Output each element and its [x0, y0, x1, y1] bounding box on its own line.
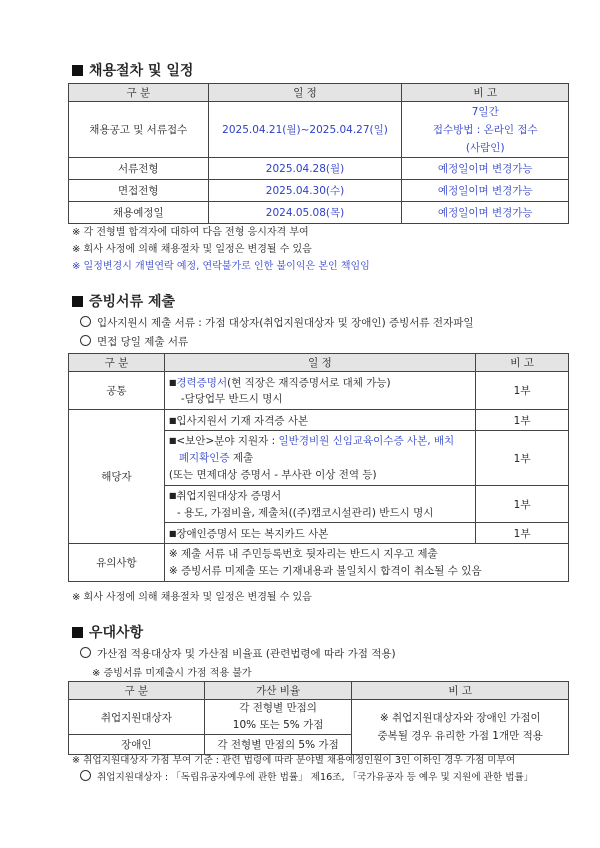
bullet-item: [80, 315, 474, 330]
table-row: [69, 544, 569, 582]
row-label: 해당자: [69, 410, 165, 544]
table-row: [69, 202, 569, 224]
row-label: 면접전형: [69, 180, 209, 202]
section-title-text: 우대사항: [89, 625, 144, 641]
row-remark: [352, 700, 569, 755]
row-date: 2025.04.21(월)~2025.04.27(일): [208, 102, 402, 158]
row-label: 장애인: [69, 735, 205, 755]
header-category: 구 분: [69, 354, 165, 372]
remark-line: ※ 취업지원대상자와 장애인 가점이: [379, 712, 541, 724]
header-rate: 가산 비율: [204, 682, 352, 700]
header-category: 구 분: [69, 84, 209, 102]
row-label: 유의사항: [69, 544, 165, 582]
row-count: 1부: [476, 372, 569, 410]
row-date: 2024.05.08(목): [208, 202, 402, 224]
preference-table: [68, 681, 569, 755]
rate-line: 각 전형별 만점의: [239, 702, 317, 714]
remark-line: 7일간: [471, 105, 499, 118]
preference-note: ※ 취업지원대상자 가점 부여 기준 : 관련 법령에 따라 분야별 채용예정인원이 3인 이하인 경우 가점 미부여: [72, 755, 516, 766]
table-row: [69, 180, 569, 202]
table-row: [69, 158, 569, 180]
row-rate: [204, 700, 352, 735]
row-count: 1부: [476, 523, 569, 544]
item-highlight: 일반경비원 신임교육이수증 사본, 배치: [278, 435, 455, 447]
item-text: (현 직장은 재직증명서로 대체 가능): [227, 376, 391, 389]
table-header-row: [69, 84, 569, 102]
row-item: ■장애인증명서 또는 복지카드 사본: [164, 523, 475, 544]
item-text: 취업지원대상자 증명서: [176, 489, 282, 502]
table-row: [69, 700, 569, 735]
row-item: [164, 486, 475, 523]
square-bullet-icon: [72, 65, 83, 76]
item-text: 제출: [229, 452, 254, 464]
documents-note: ※ 회사 사정에 의해 채용절차 및 일정은 변경될 수 있음: [72, 592, 312, 603]
row-count: 1부: [476, 486, 569, 523]
row-label: 취업지원대상자: [69, 700, 205, 735]
row-label: 공통: [69, 372, 165, 410]
remark-line: 접수방법 : 온라인 접수: [432, 123, 538, 136]
row-label: 채용예정일: [69, 202, 209, 224]
bullet-item: [80, 646, 396, 661]
caution-line: ※ 제출 서류 내 주민등록번호 뒷자리는 반드시 지우고 제출: [168, 547, 438, 560]
item-subtext: - 용도, 가점비율, 제출처((주)캠코시설관리) 반드시 명시: [176, 506, 434, 519]
table-row: [69, 410, 569, 431]
row-date: 2025.04.30(수): [208, 180, 402, 202]
row-label: 서류전형: [69, 158, 209, 180]
row-label: 채용공고 및 서류접수: [69, 102, 209, 158]
section-title-text: 채용절차 및 일정: [89, 63, 194, 79]
row-date: 2025.04.28(월): [208, 158, 402, 180]
bullet-text: 입사지원시 제출 서류 : 가점 대상자(취업지원대상자 및 장애인) 증빙서류 전자파일: [97, 317, 474, 329]
section-title-text: 증빙서류 제출: [89, 294, 176, 310]
circle-bullet-icon: [80, 770, 91, 781]
section-title-preference: [72, 622, 143, 642]
item-line: ■경력증명서(현 직장은 재직증명서로 대체 가능): [168, 376, 391, 389]
row-rate: 각 전형별 만점의 5% 가점: [204, 735, 352, 755]
remark-line: 중복될 경우 유리한 가점 1개만 적용: [377, 730, 543, 742]
bullet-text: 면접 당일 제출 서류: [97, 336, 189, 348]
item-subtext: -담당업무 반드시 명시: [180, 392, 283, 405]
row-item: [164, 431, 475, 486]
schedule-note: ※ 회사 사정에 의해 채용절차 및 일정은 변경될 수 있음: [72, 244, 312, 255]
header-schedule: 일 정: [208, 84, 402, 102]
schedule-note: ※ 각 전형별 합격자에 대하여 다음 전형 응시자격 부여: [72, 227, 309, 238]
circle-bullet-icon: [80, 316, 91, 327]
row-remark: 예정일이며 변경가능: [402, 202, 569, 224]
row-remark: 예정일이며 변경가능: [402, 180, 569, 202]
table-row: [69, 102, 569, 158]
header-category: 구 분: [69, 682, 205, 700]
bullet-item: [80, 769, 533, 783]
row-caution: [164, 544, 568, 582]
item-line: [169, 450, 471, 467]
table-header-row: [69, 682, 569, 700]
item-subtext: (또는 면제대상 증명서 - 부사관 이상 전역 등): [168, 469, 377, 481]
schedule-table: [68, 83, 569, 224]
bullet-text: 취업지원대상자 : 「독립유공자예우에 관한 법률」 제16조, 「국가유공자 등 예우 및 지원에 관한 법률」: [97, 772, 534, 783]
caution-line: ※ 증빙서류 미제출 또는 기재내용과 불일치시 합격이 취소될 수 있음: [168, 564, 482, 577]
item-line: ■<보안>분야 지원자 : 일반경비원 신임교육이수증 사본, 배치: [168, 435, 455, 447]
circle-bullet-icon: [80, 335, 91, 346]
preference-subnote: ※ 증빙서류 미제출시 가점 적용 불가: [92, 668, 252, 679]
row-count: 1부: [476, 431, 569, 486]
section-title-documents: [72, 291, 175, 311]
row-item: ■입사지원서 기재 자격증 사본: [164, 410, 475, 431]
row-item: [164, 372, 475, 410]
item-line: ■취업지원대상자 증명서: [168, 489, 282, 502]
remark-line: (사람인): [465, 141, 505, 154]
item-text: 입사지원서 기재 자격증 사본: [176, 414, 309, 427]
item-text: <보안>분야 지원자 :: [176, 435, 279, 447]
item-text: 장애인증명서 또는 복지카드 사본: [176, 527, 329, 540]
schedule-note: ※ 일정변경시 개별연락 예정, 연락불가로 인한 불이익은 본인 책임임: [72, 261, 370, 272]
bullet-text: 가산점 적용대상자 및 가산점 비율표 (관련법령에 따라 가점 적용): [97, 648, 396, 660]
bullet-item: [80, 334, 188, 349]
header-schedule: 일 정: [164, 354, 475, 372]
row-count: 1부: [476, 410, 569, 431]
item-highlight: 경력증명서: [176, 376, 228, 389]
header-remark: 비 고: [476, 354, 569, 372]
header-remark: 비 고: [352, 682, 569, 700]
row-remark: [402, 102, 569, 158]
table-row: [69, 372, 569, 410]
header-remark: 비 고: [402, 84, 569, 102]
square-bullet-icon: [72, 296, 83, 307]
rate-line: 10% 또는 5% 가점: [232, 719, 324, 731]
row-remark: 예정일이며 변경가능: [402, 158, 569, 180]
item-highlight: 폐지확인증: [178, 452, 230, 464]
circle-bullet-icon: [80, 647, 91, 658]
square-bullet-icon: [72, 627, 83, 638]
table-header-row: [69, 354, 569, 372]
documents-table: [68, 353, 569, 582]
section-title-schedule: [72, 60, 193, 80]
